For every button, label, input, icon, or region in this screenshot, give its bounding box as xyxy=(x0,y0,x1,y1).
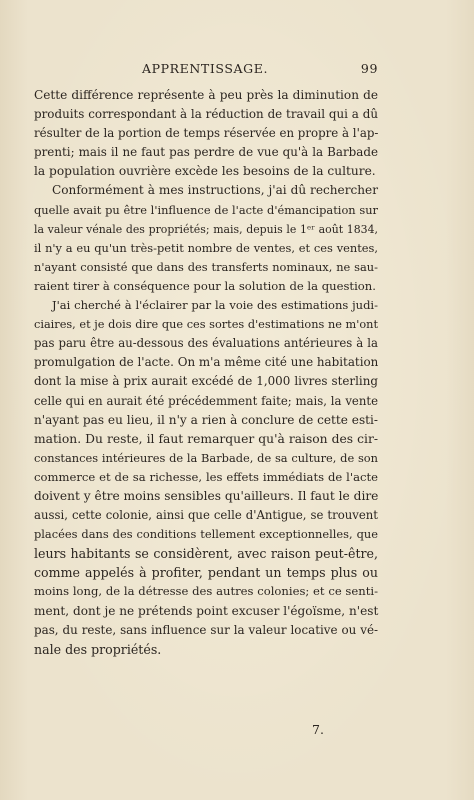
text-line: moins long, de la détresse des autres colonies; et ce senti- xyxy=(34,584,378,599)
text-line: Cette différence représente à peu près la diminution de xyxy=(34,88,378,102)
body-text xyxy=(34,86,378,659)
text-line: prenti; mais il ne faut pas perdre de vue qu'à la Barbade xyxy=(34,145,378,160)
text-line: n'ayant consisté que dans des transferts nominaux, ne sau- xyxy=(34,259,378,274)
text-line: raient tirer à conséquence pour la solution de la question. xyxy=(34,278,376,293)
text-line: pas, du reste, sans influence sur la valeur locative ou vé- xyxy=(34,622,378,637)
text-line: il n'y a eu qu'un très-petit nombre de ventes, et ces ventes, xyxy=(34,240,378,255)
text-line: ment, dont je ne prétends point excuser l'égoïsme, n'est xyxy=(34,603,379,618)
text-line: commerce et de sa richesse, les effets immédiats de l'acte xyxy=(34,469,378,484)
text-line: quelle avait pu être l'influence de l'acte d'émancipation sur xyxy=(34,202,378,217)
text-line: leurs habitants se considèrent, avec raison peut-être, xyxy=(34,546,378,562)
text-line: constances intérieures de la Barbade, de sa culture, de son xyxy=(34,450,378,465)
running-title: APPRENTISSAGE. xyxy=(142,61,269,76)
signature-mark: 7. xyxy=(312,722,324,737)
page-number: 99 xyxy=(360,61,378,76)
text-line: Conformément à mes instructions, j'ai dû rechercher xyxy=(52,183,378,198)
text-line: ciaires, et je dois dire que ces sortes d'estimations ne m'ont xyxy=(34,318,378,332)
text-line: la valeur vénale des propriétés; mais, depuis le 1ᵉʳ août 1834, xyxy=(34,222,378,236)
text-line: J'ai cherché à l'éclairer par la voie des estimations judi- xyxy=(52,298,378,313)
text-line: promulgation de l'acte. On m'a même cité une habitation xyxy=(34,355,379,370)
text-line: mation. Du reste, il faut remarquer qu'à raison des cir- xyxy=(34,431,378,446)
text-line: nale des propriétés. xyxy=(34,641,162,657)
paragraph xyxy=(34,181,378,296)
paragraph xyxy=(34,296,378,659)
text-line: n'ayant pas eu lieu, il n'y a rien à conclure de cette esti- xyxy=(34,412,378,427)
text-line: résulter de la portion de temps réservée en propre à l'ap- xyxy=(34,126,379,141)
text-line: placées dans des conditions tellement exceptionnelles, que xyxy=(34,527,378,542)
text-line: dont la mise à prix aurait excédé de 1,000 livres sterling xyxy=(34,374,378,389)
text-line: comme appelés à profiter, pendant un temps plus ou xyxy=(34,565,378,581)
text-line: doivent y être moins sensibles qu'ailleurs. Il faut le dire xyxy=(34,488,379,503)
text-line: celle qui en aurait été précédemment faite; mais, la vente xyxy=(34,393,378,408)
text-line: pas paru être au-dessous des évaluations antérieures à la xyxy=(34,336,378,351)
paragraph xyxy=(34,86,378,181)
text-line: produits correspondant à la réduction de travail qui a dû xyxy=(34,107,378,122)
text-line: la population ouvrière excède les besoins de la culture. xyxy=(34,164,376,179)
running-head xyxy=(34,61,378,79)
text-line: aussi, cette colonie, ainsi que celle d'Antigue, se trouvent xyxy=(34,508,378,523)
